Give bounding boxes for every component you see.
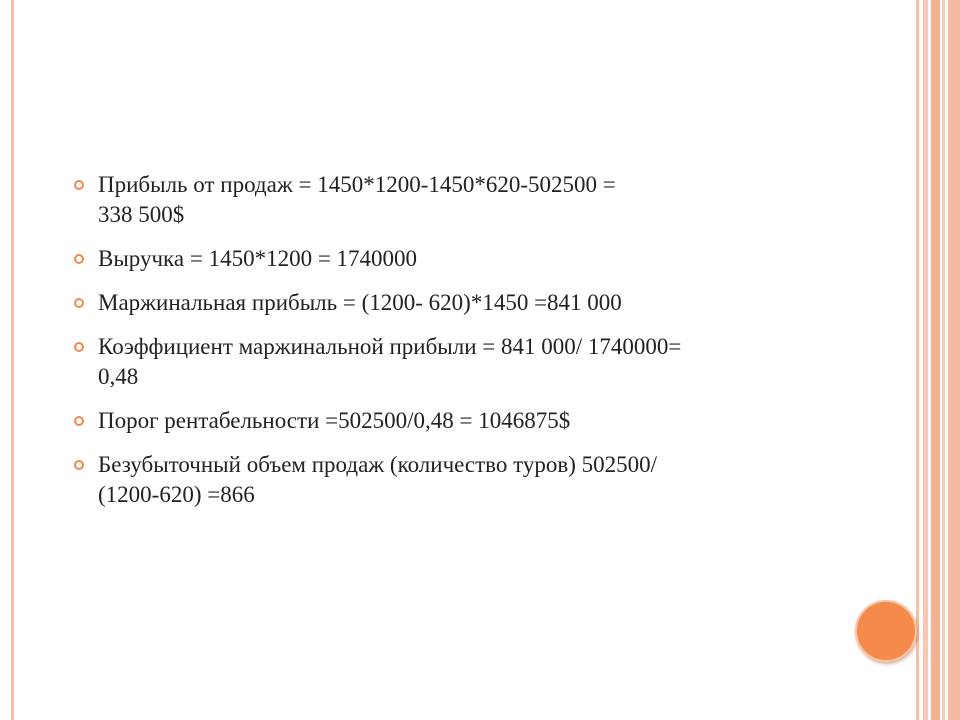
- decorative-circle-icon: [855, 600, 917, 662]
- bullet-circle-icon: [74, 416, 84, 426]
- bullet-text-continued: 0,48: [98, 364, 139, 389]
- bullet-item-break-even-volume: [74, 450, 774, 510]
- bullet-item-margin-ratio: [74, 332, 774, 392]
- bullet-text: Коэффициент маржинальной прибыли = 841 000/ 1740000=: [98, 334, 682, 359]
- bullet-circle-icon: [74, 342, 84, 352]
- decorative-stripe: [923, 0, 928, 720]
- decorative-stripe: [948, 0, 960, 720]
- bullet-text-continued: (1200-620) =866: [98, 482, 255, 507]
- bullet-item-marginal-profit: [74, 288, 774, 318]
- slide-content: [74, 170, 774, 524]
- bullet-text-continued: 338 500$: [98, 202, 185, 227]
- bullet-list: [74, 170, 774, 510]
- bullet-item-profit: [74, 170, 774, 230]
- bullet-text: Маржинальная прибыль = (1200- 620)*1450 =841 000: [98, 290, 622, 315]
- decorative-stripe: [942, 0, 945, 720]
- bullet-text: Прибыль от продаж = 1450*1200-1450*620-502500 =: [98, 172, 616, 197]
- bullet-circle-icon: [74, 180, 84, 190]
- bullet-circle-icon: [74, 254, 84, 264]
- bullet-item-break-even: [74, 406, 774, 436]
- bullet-item-revenue: [74, 244, 774, 274]
- decorative-stripe: [931, 0, 940, 720]
- bullet-circle-icon: [74, 460, 84, 470]
- bullet-circle-icon: [74, 298, 84, 308]
- bullet-text: Выручка = 1450*1200 = 1740000: [98, 246, 418, 271]
- bullet-text: Порог рентабельности =502500/0,48 = 1046875$: [98, 408, 571, 433]
- bullet-text: Безубыточный объем продаж (количество туров) 502500/: [98, 452, 658, 477]
